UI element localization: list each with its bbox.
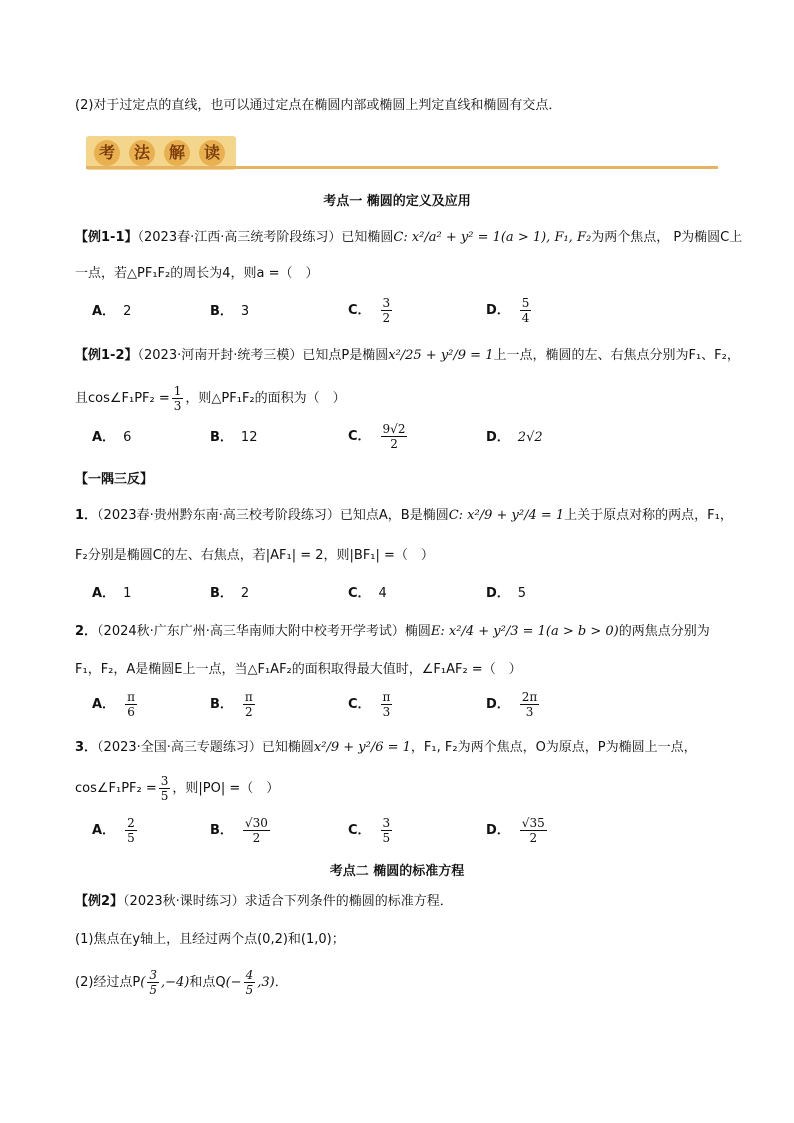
text: ，则|PO| =（ ） bbox=[172, 781, 280, 796]
source: （2023春·江西·高三统考阶段练习） bbox=[137, 230, 342, 245]
example-2-part2 bbox=[75, 968, 288, 997]
option-b bbox=[210, 690, 257, 719]
denominator: 2 bbox=[252, 831, 261, 845]
example-1-1-line1 bbox=[75, 228, 742, 248]
option-label: D． bbox=[486, 586, 510, 601]
option-b bbox=[210, 816, 272, 845]
option-label: C． bbox=[348, 586, 371, 601]
option-d bbox=[486, 690, 541, 719]
option-label: D． bbox=[486, 303, 510, 318]
text: 为两个焦点， bbox=[591, 230, 670, 245]
equation: C: x²/9 + y²/4 = 1 bbox=[448, 508, 565, 523]
fraction bbox=[147, 968, 159, 997]
numerator: 5 bbox=[521, 296, 530, 310]
denominator: 3 bbox=[382, 705, 391, 719]
banner-char: 考 bbox=[94, 140, 120, 166]
example-1-1-line2: 一点，若△PF₁F₂的周长为4，则a =（ ） bbox=[75, 266, 319, 281]
numerator: 2 bbox=[127, 816, 135, 830]
option-label: C． bbox=[348, 697, 371, 712]
text: 求适合下列条件的椭圆的标准方程． bbox=[244, 894, 453, 909]
option-d bbox=[486, 816, 549, 845]
equation: E: x²/4 + y²/3 = 1(a > b > 0) bbox=[430, 624, 619, 639]
example-1-2-line2 bbox=[75, 384, 346, 413]
numerator: π bbox=[244, 690, 253, 704]
fraction bbox=[125, 690, 137, 719]
denominator: 5 bbox=[245, 983, 254, 997]
text: (2)经过点P bbox=[75, 975, 141, 990]
option-a bbox=[92, 302, 131, 322]
numerator: 1 bbox=[173, 384, 182, 398]
question-2-line1 bbox=[75, 622, 710, 642]
option-b bbox=[210, 584, 249, 604]
option-d bbox=[486, 584, 526, 604]
text: 椭圆 bbox=[404, 624, 431, 639]
option-label: D． bbox=[486, 430, 510, 445]
option-label: B． bbox=[210, 823, 233, 838]
option-a bbox=[92, 690, 139, 719]
banner-char: 法 bbox=[129, 140, 155, 166]
numerator: 3 bbox=[149, 968, 157, 982]
text: 的两焦点分别为 bbox=[618, 624, 710, 639]
denominator: 2 bbox=[529, 831, 538, 845]
fraction bbox=[244, 968, 256, 997]
text: 上关于原点对称的两点，F₁， bbox=[564, 508, 733, 523]
denominator: 2 bbox=[390, 437, 398, 451]
example-label: 【例1-1】 bbox=[75, 230, 138, 245]
option-value: 2√2 bbox=[517, 430, 543, 445]
option-a bbox=[92, 428, 131, 448]
option-label: C． bbox=[348, 429, 371, 444]
source: （2024秋·广东广州·高三华南师大附中校考开学考试） bbox=[97, 624, 405, 639]
numerator: √30 bbox=[244, 816, 268, 830]
option-value: 6 bbox=[123, 430, 132, 445]
equation: C: x²/a² + y² = 1(a > 1), F₁, F₂ bbox=[393, 230, 592, 245]
option-b bbox=[210, 302, 249, 322]
fraction bbox=[381, 296, 393, 325]
example-2-part1: (1)焦点在y轴上，且经过两个点(0,2)和(1,0)； bbox=[75, 932, 345, 947]
example-label: 【例2】 bbox=[75, 894, 124, 909]
fraction bbox=[381, 422, 408, 451]
fraction bbox=[243, 816, 270, 845]
option-value: 5 bbox=[517, 586, 527, 601]
option-label: D． bbox=[486, 823, 510, 838]
question-2-line2: F₁，F₂，A是椭圆E上一点，当△F₁AF₂的面积取得最大值时，∠F₁AF₂ =（ ） bbox=[75, 662, 522, 677]
text: 已知椭圆 bbox=[341, 230, 394, 245]
denominator: 5 bbox=[382, 831, 391, 845]
practice-header: 【一隅三反】 bbox=[75, 472, 154, 487]
numerator: √35 bbox=[521, 816, 545, 830]
option-value: 3 bbox=[240, 304, 250, 319]
option-label: B． bbox=[210, 304, 233, 319]
numerator: π bbox=[382, 690, 391, 704]
example-2-line1 bbox=[75, 892, 453, 912]
section-title: 考点一 椭圆的定义及应用 bbox=[323, 194, 471, 209]
numerator: 3 bbox=[160, 774, 169, 788]
option-label: A． bbox=[92, 586, 116, 601]
question-1-line1 bbox=[75, 506, 733, 526]
source: （2023秋·课时练习） bbox=[123, 894, 245, 909]
denominator: 2 bbox=[245, 705, 253, 719]
denominator: 3 bbox=[173, 399, 182, 413]
option-label: B． bbox=[210, 586, 233, 601]
source: （2023·全国·高三专题练习） bbox=[97, 740, 262, 755]
fraction bbox=[520, 816, 547, 845]
option-label: A． bbox=[92, 304, 116, 319]
question-number: 2． bbox=[75, 624, 98, 639]
source: （2023春·贵州黔东南·高三校考阶段练习） bbox=[97, 508, 340, 523]
option-label: D． bbox=[486, 697, 510, 712]
option-d bbox=[486, 296, 533, 325]
option-c bbox=[348, 422, 409, 451]
denominator: 4 bbox=[521, 311, 530, 325]
option-c bbox=[348, 690, 394, 719]
option-a bbox=[92, 584, 131, 604]
text: 已知点P是椭圆 bbox=[302, 348, 389, 363]
numerator: 3 bbox=[382, 296, 391, 310]
banner-char: 读 bbox=[199, 140, 225, 166]
fraction bbox=[159, 774, 171, 803]
numerator: 9√2 bbox=[382, 422, 406, 436]
text: 和点Q bbox=[189, 975, 226, 990]
option-b bbox=[210, 428, 257, 448]
numerator: π bbox=[127, 690, 135, 704]
text: ，则△PF₁F₂的面积为（ ） bbox=[185, 391, 346, 406]
banner-char: 解 bbox=[164, 140, 190, 166]
option-value: 12 bbox=[240, 430, 258, 445]
question-number: 1． bbox=[75, 508, 98, 523]
text: ，F₁, F₂为两个焦点，O为原点，P为椭圆上一点， bbox=[410, 740, 697, 755]
option-value: 1 bbox=[123, 586, 132, 601]
example-1-2-line1 bbox=[75, 346, 740, 366]
text: P为椭圆C上 bbox=[673, 230, 743, 245]
option-label: C． bbox=[348, 303, 371, 318]
fraction bbox=[125, 816, 137, 845]
denominator: 5 bbox=[149, 983, 157, 997]
point-p: ( $\frac{3}{5}$ ,−4) bbox=[140, 968, 190, 997]
option-label: A． bbox=[92, 430, 116, 445]
point-q: (− $\frac{4}{5}$ ,3) bbox=[225, 968, 275, 997]
fraction bbox=[381, 816, 393, 845]
numerator: 3 bbox=[382, 816, 391, 830]
option-c bbox=[348, 584, 387, 604]
numerator: 2π bbox=[521, 690, 538, 704]
question-3-line2 bbox=[75, 774, 279, 803]
text: 已知椭圆 bbox=[261, 740, 314, 755]
fraction bbox=[243, 690, 255, 719]
equation: x²/9 + y²/6 = 1 bbox=[313, 740, 411, 755]
option-label: C． bbox=[348, 823, 371, 838]
option-a bbox=[92, 816, 139, 845]
option-label: B． bbox=[210, 697, 233, 712]
question-3-line1 bbox=[75, 738, 697, 758]
question-1-line2: F₂分别是椭圆C的左、右焦点，若|AF₁| = 2，则|BF₁| =（ ） bbox=[75, 548, 434, 563]
text: 已知点A，B是椭圆 bbox=[339, 508, 449, 523]
option-d bbox=[486, 428, 543, 448]
question-number: 3． bbox=[75, 740, 98, 755]
section-title: 考点二 椭圆的标准方程 bbox=[329, 864, 465, 879]
text: 且cos∠F₁PF₂ = bbox=[75, 391, 170, 406]
text: 上一点，椭圆的左、右焦点分别为F₁、F₂， bbox=[493, 348, 740, 363]
example-label: 【例1-2】 bbox=[75, 348, 138, 363]
text: cos∠F₁PF₂ = bbox=[75, 781, 157, 796]
option-label: B． bbox=[210, 430, 233, 445]
option-c bbox=[348, 296, 394, 325]
numerator: 4 bbox=[245, 968, 254, 982]
option-value: 2 bbox=[123, 304, 132, 319]
denominator: 6 bbox=[127, 705, 135, 719]
banner-rule bbox=[86, 166, 718, 169]
text: ． bbox=[274, 975, 288, 990]
source: （2023·河南开封·统考三模） bbox=[137, 348, 303, 363]
denominator: 2 bbox=[382, 311, 391, 325]
denominator: 5 bbox=[127, 831, 135, 845]
option-c bbox=[348, 816, 394, 845]
intro-text: (2)对于过定点的直线，也可以通过定点在椭圆内部或椭圆上判定直线和椭圆有交点． bbox=[75, 98, 562, 113]
option-value: 4 bbox=[378, 586, 387, 601]
fraction bbox=[381, 690, 393, 719]
option-label: A． bbox=[92, 823, 116, 838]
option-label: A． bbox=[92, 697, 116, 712]
fraction bbox=[520, 296, 532, 325]
equation: x²/25 + y²/9 = 1 bbox=[388, 348, 494, 363]
denominator: 5 bbox=[160, 789, 169, 803]
option-value: 2 bbox=[240, 586, 250, 601]
fraction bbox=[520, 690, 540, 719]
fraction bbox=[172, 384, 184, 413]
denominator: 3 bbox=[525, 705, 534, 719]
